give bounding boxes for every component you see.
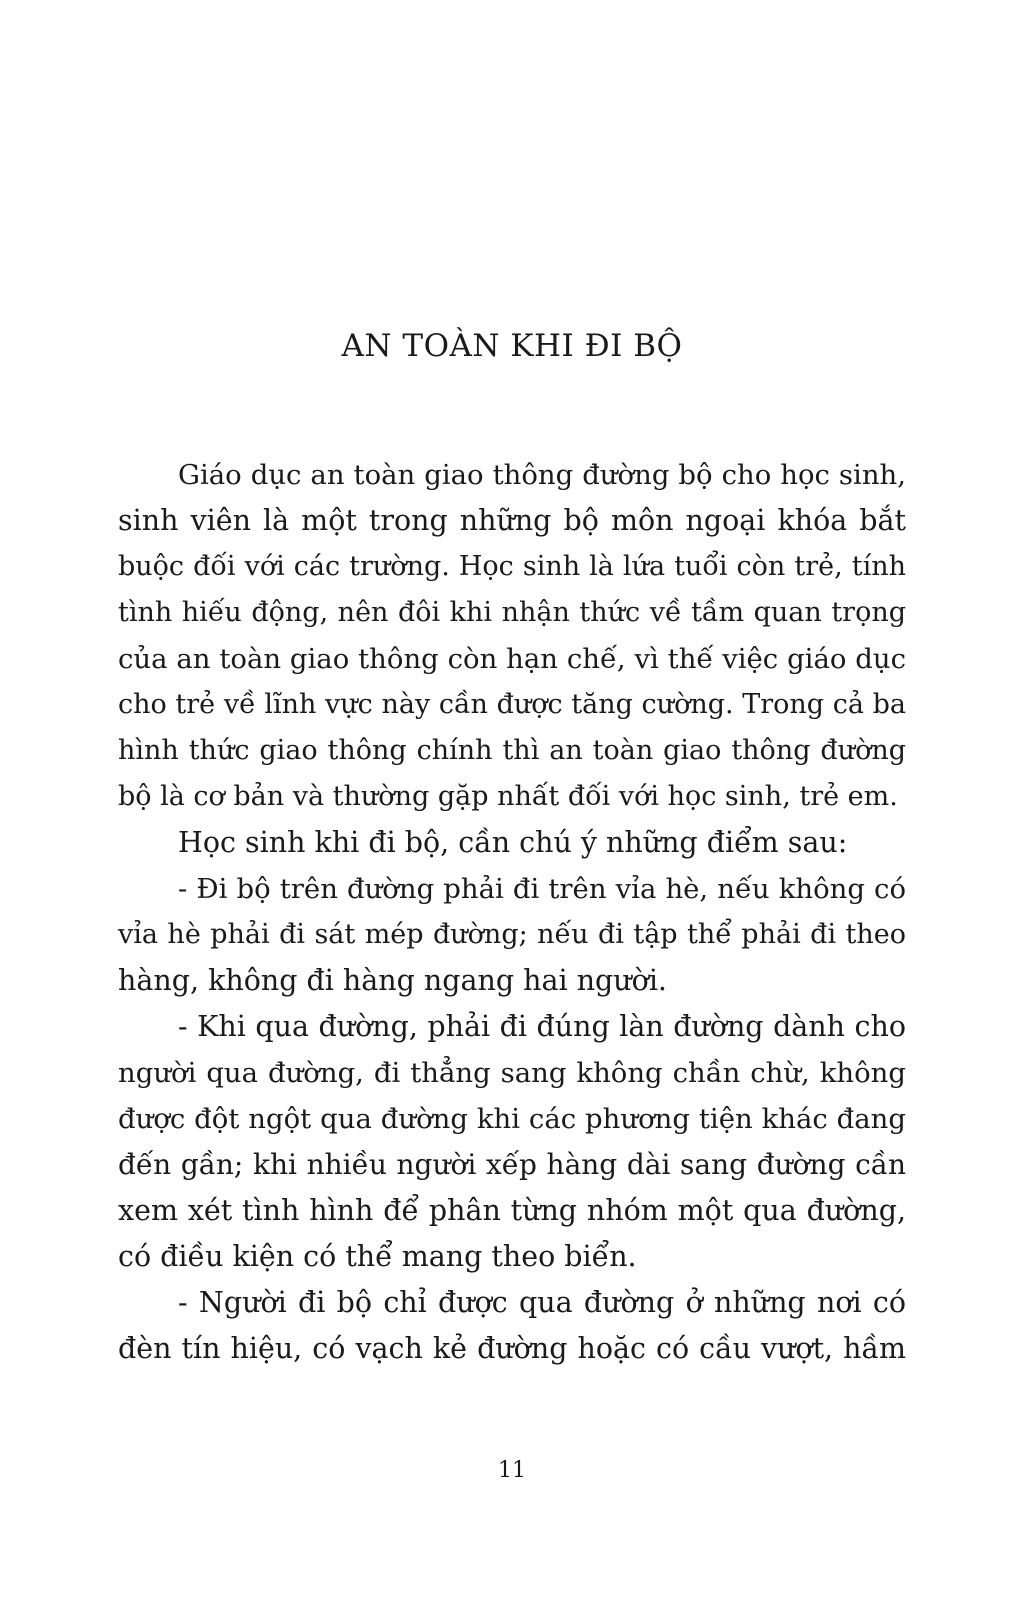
text-line: xem xét tình hình để phân từng nhóm một qua đường, xyxy=(118,1194,906,1227)
text-line: - Khi qua đường, phải đi đúng làn đường dành cho xyxy=(178,1010,906,1043)
text-line: cho trẻ về lĩnh vực này cần được tăng cường. Trong cả ba xyxy=(118,689,906,720)
body-text xyxy=(118,452,906,1372)
text-line: - Đi bộ trên đường phải đi trên vỉa hè, nếu không có xyxy=(178,873,906,905)
text-line: vỉa hè phải đi sát mép đường; nếu đi tập thể phải đi theo xyxy=(118,919,906,950)
page-number: 11 xyxy=(498,1458,526,1483)
text-line: có điều kiện có thể mang theo biển. xyxy=(118,1240,637,1273)
text-line: bộ là cơ bản và thường gặp nhất đối với học sinh, trẻ em. xyxy=(118,781,898,812)
text-line: Giáo dục an toàn giao thông đường bộ cho học sinh, xyxy=(178,459,906,491)
text-line: hàng, không đi hàng ngang hai người. xyxy=(118,964,667,997)
text-line: đèn tín hiệu, có vạch kẻ đường hoặc có cầu vượt, hầm xyxy=(118,1332,906,1365)
text-line: của an toàn giao thông còn hạn chế, vì thế việc giáo dục xyxy=(118,643,906,675)
text-line: sinh viên là một trong những bộ môn ngoại khóa bắt xyxy=(118,504,906,537)
text-line: tình hiếu động, nên đôi khi nhận thức về tầm quan trọng xyxy=(118,597,906,628)
chapter-title: AN TOÀN KHI ĐI BỘ xyxy=(341,328,683,364)
text-line: người qua đường, đi thẳng sang không chần chừ, không xyxy=(118,1057,906,1089)
text-line: Học sinh khi đi bộ, cần chú ý những điểm sau: xyxy=(178,826,848,859)
text-line: đến gần; khi nhiều người xếp hàng dài sang đường cần xyxy=(118,1148,906,1181)
text-line: được đột ngột qua đường khi các phương tiện khác đang xyxy=(118,1103,906,1135)
text-line: hình thức giao thông chính thì an toàn giao thông đường xyxy=(118,735,906,766)
text-line: buộc đối với các trường. Học sinh là lứa tuổi còn trẻ, tính xyxy=(118,551,906,582)
text-line: - Người đi bộ chỉ được qua đường ở những nơi có xyxy=(178,1286,906,1319)
